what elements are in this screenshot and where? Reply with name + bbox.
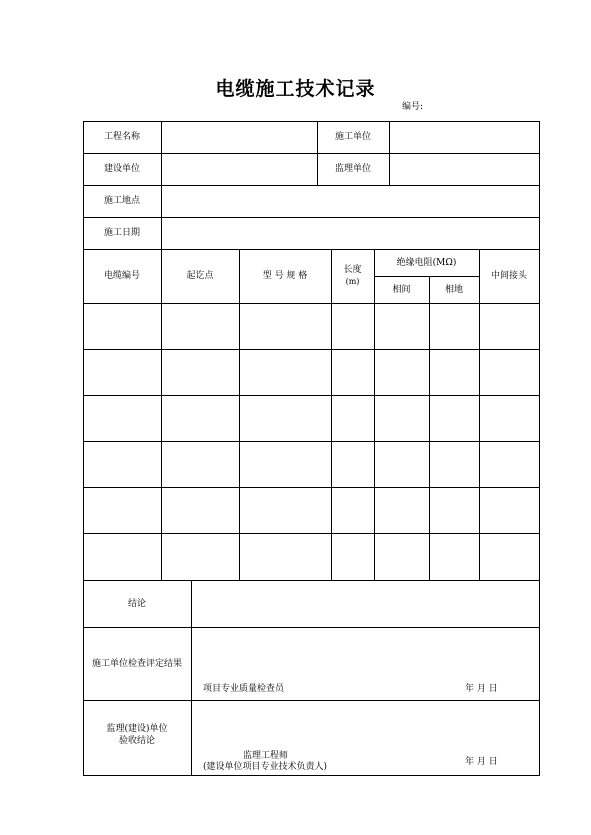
col-ground: 相地: [444, 284, 463, 295]
location-field[interactable]: [162, 186, 539, 217]
col-start-end: 起讫点: [186, 271, 214, 281]
supervisor-line2: 验收结论: [118, 736, 155, 746]
engineer-label: 监理工程师: [243, 751, 289, 761]
rule: [83, 700, 540, 701]
table-row[interactable]: [84, 442, 539, 487]
date-field[interactable]: [162, 218, 539, 249]
label-construction-unit: 施工单位: [334, 132, 371, 142]
table-row[interactable]: [84, 534, 539, 580]
label-date: 施工日期: [103, 228, 140, 238]
table-row[interactable]: [84, 304, 539, 349]
label-supervision-unit: 监理单位: [334, 164, 371, 174]
table-row[interactable]: [84, 350, 539, 395]
label-owner-unit: 建设单位: [103, 164, 140, 174]
col-length-label: 长度: [343, 265, 362, 275]
date-label: 年 月 日: [465, 684, 498, 694]
label-self-check: 施工单位检查评定结果: [91, 658, 182, 669]
label-conclusion: 结论: [127, 598, 146, 609]
table-row[interactable]: [84, 488, 539, 533]
owner-unit-field[interactable]: [162, 154, 317, 185]
table-row[interactable]: [84, 396, 539, 441]
form-title: 电缆施工技术记录: [215, 78, 376, 100]
supervision-unit-field[interactable]: [390, 154, 539, 185]
code-label: 编号:: [402, 102, 424, 112]
label-supervisor: [83, 722, 191, 748]
date-label-2: 年 月 日: [465, 757, 498, 767]
construction-unit-field[interactable]: [390, 122, 539, 153]
form-table: [83, 121, 540, 776]
col-insulation: 绝缘电阻(MΩ): [396, 257, 457, 268]
project-name-field[interactable]: [162, 122, 317, 153]
conclusion-field[interactable]: [192, 581, 539, 627]
col-joint: 中间接头: [490, 271, 527, 281]
label-location: 施工地点: [103, 196, 140, 206]
col-model-spec: 型 号 规 格: [262, 271, 308, 281]
supervisor-line1: 监理(建设)单位: [106, 724, 168, 734]
col-phase: 相间: [392, 284, 411, 295]
rule: [83, 775, 540, 776]
col-length-unit: (m): [345, 277, 360, 286]
engineer-sub-label: (建设单位项目专业技术负责人): [203, 762, 328, 772]
col-cable-no: 电缆编号: [103, 271, 140, 281]
col-length: [331, 249, 374, 303]
inspector-label: 项目专业质量检查员: [203, 684, 285, 694]
label-project-name: 工程名称: [103, 132, 140, 142]
rule: [539, 121, 540, 776]
